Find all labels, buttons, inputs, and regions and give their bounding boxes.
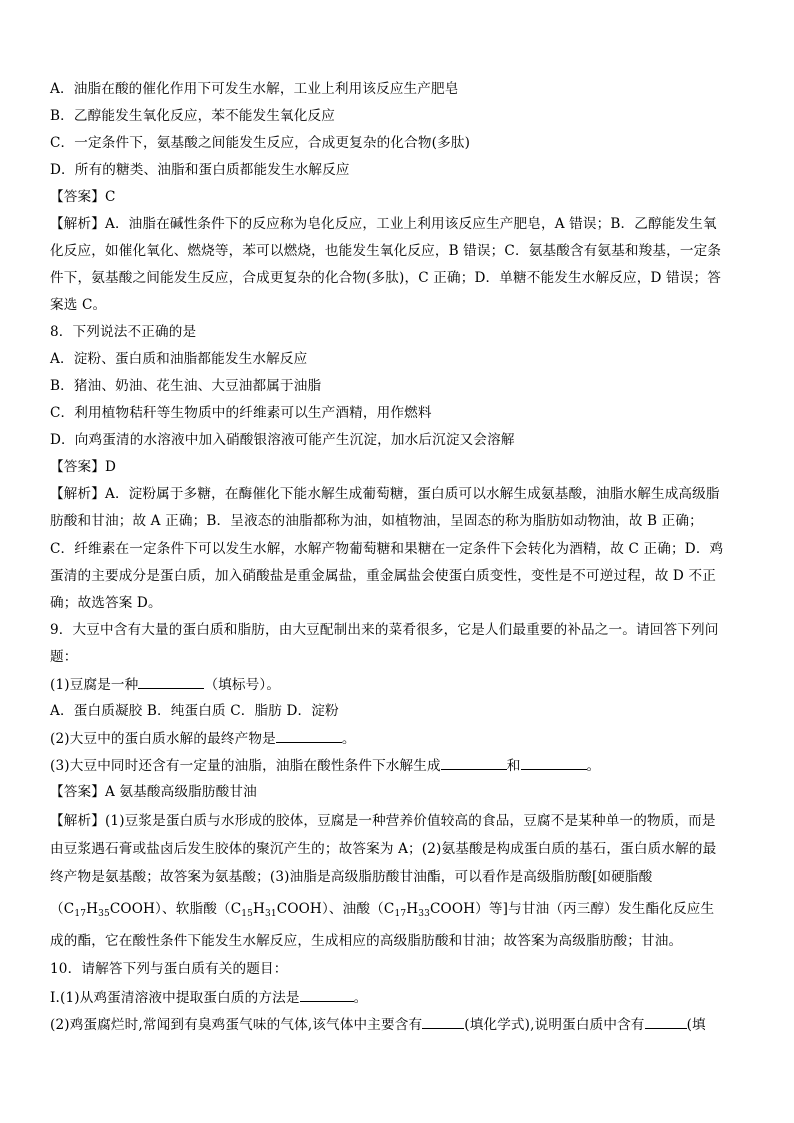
answer: 【答案】A 氨基酸高级脂肪酸甘油 <box>50 784 257 800</box>
question-8-stem: 8．下列说法不正确的是 <box>50 324 197 340</box>
option-b: B．猪油、奶油、花生油、大豆油都属于油脂 <box>50 378 322 394</box>
answer-blank <box>645 1015 687 1029</box>
explanation-line: C．纤维素在一定条件下可以发生水解，水解产物葡萄糖和果糖在一定条件下会转化为酒精，故 C 正确；D．鸡 <box>50 541 724 557</box>
answer-blank <box>300 988 354 1002</box>
question-10-stem: 10．请解答下列与蛋白质有关的题目： <box>50 961 288 977</box>
chemical-formula: $C_{15}H_{31}COOH$ <box>230 901 322 919</box>
explanation-line: 件下，氨基酸之间能发生反应，合成更复杂的化合物(多肽)，C 正确；D．单糖不能发生水解反应，D 错误；答 <box>50 270 721 286</box>
explanation-line: 肪酸和甘油；故 A 正确；B．呈液态的油脂都称为油，如植物油，呈固态的称为脂肪如动物油，故 B 正确； <box>50 513 703 529</box>
question-9-stem: 9．大豆中含有大量的蛋白质和脂肪，由大豆配制出来的菜肴很多，它是人们最重要的补品之一。请回答下列问 <box>50 622 719 638</box>
sub-question-2: (2)大豆中的蛋白质水解的最终产物是 。 <box>50 731 356 747</box>
option-a: A．油脂在酸的催化作用下可发生水解，工业上利用该反应生产肥皂 <box>50 81 459 97</box>
explanation-line: 确；故选答案 D。 <box>50 595 162 611</box>
explanation-line: 终产物是氨基酸；故答案为氨基酸；(3)油脂是高级脂肪酸甘油酯，可以看作是高级脂肪酸[如硬脂酸 <box>50 869 653 885</box>
answer-blank <box>521 756 587 770</box>
answer-blank <box>422 1015 464 1029</box>
option-d: D．所有的糖类、油脂和蛋白质都能发生水解反应 <box>50 162 350 178</box>
answer: 【答案】C <box>50 189 116 205</box>
explanation-line: 【解析】(1)豆浆是蛋白质与水形成的胶体，豆腐是一种营养价值较高的食品，豆腐不是某种单一的物质，而是 <box>50 813 716 829</box>
explanation-line: 蛋清的主要成分是蛋白质，加入硝酸盐是重金属盐，重金属盐会使蛋白质变性，变性是不可逆过程，故 D 不正 <box>50 568 716 584</box>
explanation-line: 【解析】A．淀粉属于多糖，在酶催化下能水解生成葡萄糖，蛋白质可以水解生成氨基酸，油脂水解生成高级脂 <box>50 486 720 502</box>
explanation-line: 化反应，如催化氧化、燃烧等，苯可以燃烧，也能发生氧化反应，B 错误；C．氨基酸含有氨基和羧基，一定条 <box>50 243 722 259</box>
answer-blank <box>441 756 507 770</box>
explanation-line: 由豆浆遇石膏或盐卤后发生胶体的聚沉产生的；故答案为 A；(2)氨基酸是构成蛋白质的基石，蛋白质水解的最 <box>50 841 717 857</box>
answer-blank <box>138 675 204 689</box>
answer-blank <box>276 729 342 743</box>
answer: 【答案】D <box>50 459 117 475</box>
sub-question-3: (3)大豆中同时还含有一定量的油脂，油脂在酸性条件下水解生成 和 。 <box>50 758 601 774</box>
sub-question-2: (2)鸡蛋腐烂时,常闻到有臭鸡蛋气味的气体,该气体中主要含有 (填化学式),说明蛋白质中含有 (填 <box>50 1017 706 1033</box>
option-b: B．乙醇能发生氧化反应，苯不能发生氧化反应 <box>50 108 336 124</box>
sub-question-1: I.(1)从鸡蛋清溶液中提取蛋白质的方法是 。 <box>50 990 368 1006</box>
option-d: D．向鸡蛋清的水溶液中加入硝酸银溶液可能产生沉淀，加水后沉淀又会溶解 <box>50 432 515 448</box>
options-line: A．蛋白质凝胶 B．纯蛋白质 C．脂肪 D．淀粉 <box>50 703 339 719</box>
option-c: C．一定条件下，氨基酸之间能发生反应，合成更复杂的化合物(多肽) <box>50 135 471 151</box>
explanation-line: 成的酯，它在酸性条件下能发生水解反应，生成相应的高级脂肪酸和甘油；故答案为高级脂肪酸；甘油。 <box>50 933 683 949</box>
chemical-formula: $C_{17}H_{33}COOH$ <box>383 901 476 919</box>
option-c: C．利用植物秸秆等生物质中的纤维素可以生产酒精，用作燃料 <box>50 405 432 421</box>
explanation-line: 案选 C。 <box>50 297 107 313</box>
sub-question-1: (1)豆腐是一种 （填标号）。 <box>50 677 281 693</box>
option-a: A．淀粉、蛋白质和油脂都能发生水解反应 <box>50 351 308 367</box>
question-9-stem-cont: 题： <box>50 649 78 665</box>
explanation-formula-line: $(C_{17}H_{35}COOH)$、软脂酸$(C_{15}H_{31}COOH)$、油酸$(C_{17}H_{33}COOH)$等]与甘油（丙三醇）发生酯化反应生 <box>50 901 715 919</box>
explanation-line: 【解析】A．油脂在碱性条件下的反应称为皂化反应，工业上利用该反应生产肥皂，A 错误；B．乙醇能发生氧 <box>50 216 717 232</box>
chemical-formula: $C_{17}H_{35}COOH$ <box>63 901 156 919</box>
